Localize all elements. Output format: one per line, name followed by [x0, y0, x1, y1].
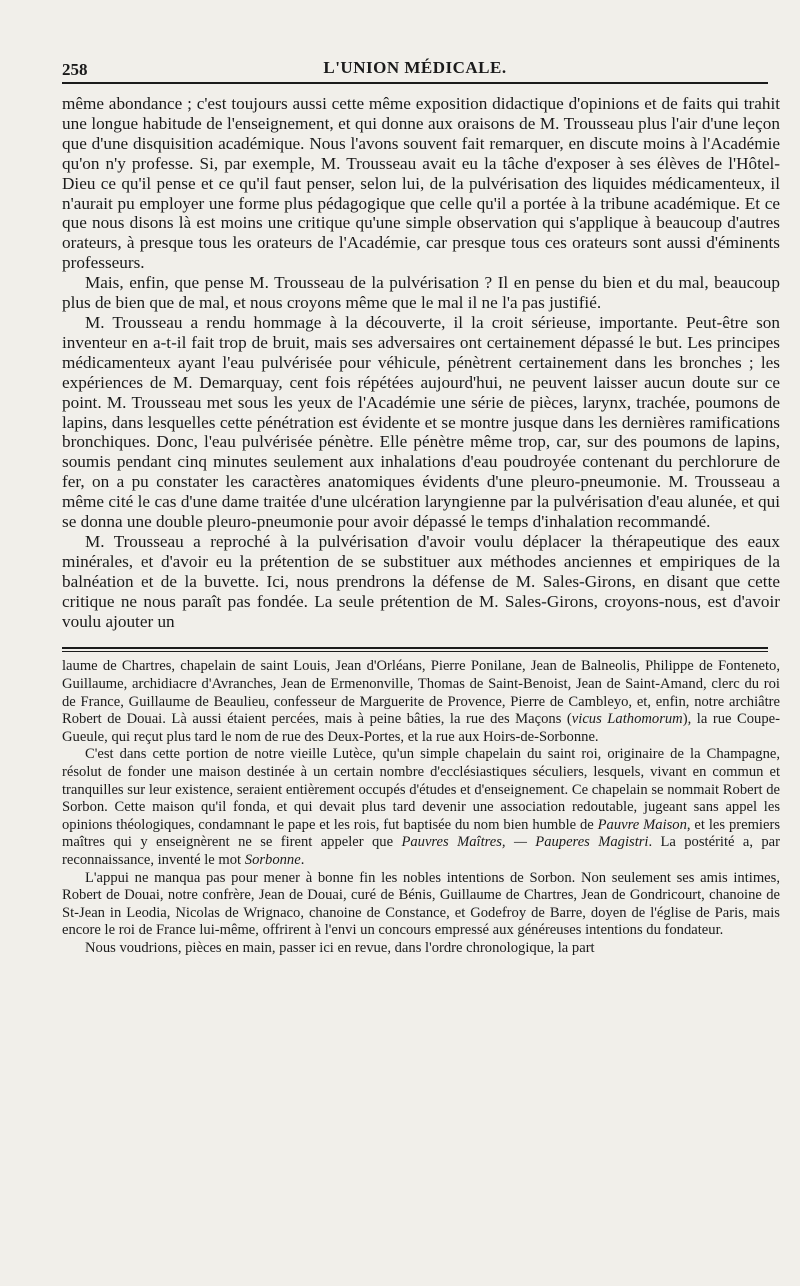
paragraph-2: Mais, enfin, que pense M. Trousseau de la pulvérisation ? Il en pense du bien et du mal, beaucoup plus de bien que de mal, et nous croyons même que le mal il ne l'a pas justifié. [62, 273, 780, 313]
footnote [62, 658, 780, 957]
footnote-paragraph-4: Nous voudrions, pièces en main, passer ici en revue, dans l'ordre chronologique, la part [85, 939, 595, 956]
paragraph-3: M. Trousseau a rendu hommage à la découverte, il la croit sérieuse, importante. Peut-être son inventeur en a-t-il fait trop de bruit, mais ses adversaires ont certainement dépassé le but. Les principes médicamenteux ayant l'eau pulvérisée pour véhicule, pénètrent certainement dans les bronches ; les expériences de M. Demarquay, cent fois répétées aujourd'hui, ne peuvent laisser aucun doute sur ce point. M. Trousseau met sous les yeux de l'Académie une série de pièces, larynx, trachée, poumons de lapins, dans lesquelles cette pénétration est évidente et se montre jusque dans les dernières ramifications bronchiques. Donc, l'eau pulvérisée pénètre. Elle pénètre même trop, car, sur des poumons de lapins, soumis pendant cinq minutes seulement aux inhalations d'eau poudroyée contenant du perchlorure de fer, on a pu constater les caractères anatomiques évidents d'une pleuro-pneumonie. M. Trousseau a même cité le cas d'une dame traitée d'une ulcération laryngienne par la pulvérisation d'eau alunée, et qui se donna une double pleuro-pneumonie pour avoir dépassé le temps d'inhalation recommandé. [62, 312, 780, 532]
footnote-separator [62, 647, 768, 652]
footnote-paragraph-3: L'appui ne manqua pas pour mener à bonne fin les nobles intentions de Sorbon. Non seulement ses amis intimes, Robert de Douai, notre confrère, Jean de Douai, curé de Bénis, Guillaume de Chartres, Jean de Gondricourt, chanoine de St-Jean in Leodia, Nicolas de Wrignaco, chanoine de Constance, et Godefroy de Barre, doyen de l'église de Paris, mais encore le roi de France lui-même, offrirent à l'envi un concours empressé aux généreuses intentions du fondateur. [62, 869, 780, 939]
page-number: 258 [62, 60, 88, 79]
footnote-paragraph-1: laume de Chartres, chapelain de saint Louis, Jean d'Orléans, Pierre Ponilane, Jean de Balneolis, Philippe de Fonteneto, Guillaume, archidiacre d'Avranches, Jean de Ermenonville, Thomas de Saint-Benoist, Jean de Saint-Amand, clerc du roi de France, Guillaume de Beaulieu, confesseur de Marguerite de Provence, Pierre de Cambleyo, et, enfin, notre archiâtre Robert de Douai. Là aussi étaient percées, mais à peine bâties, la rue des Maçons (vicus Lathomorum), la rue Coupe-Gueule, qui reçut plus tard le nom de rue des Deux-Portes, et la rue aux Hoirs-de-Sorbonne. [62, 658, 780, 745]
paragraph-4: M. Trousseau a reproché à la pulvérisation d'avoir voulu déplacer la thérapeutique des eaux minérales, et d'avoir eu la prétention de se substituer aux méthodes anciennes et empiriques de la balnéation et de la buvette. Ici, nous prendrons la défense de M. Sales-Girons, en disant que cette critique ne nous paraît pas fondée. La seule prétention de M. Sales-Girons, croyons-nous, est d'avoir voulu ajouter un [62, 531, 780, 631]
main-text [62, 94, 780, 631]
page-header [62, 50, 768, 84]
paragraph-1: même abondance ; c'est toujours aussi cette même exposition didactique d'opinions et de faits qui trahit une longue habitude de l'enseignement, et qui donne aux oraisons de M. Trousseau plus l'air d'une leçon que d'une disquisition académique. Nous l'avons souvent fait remarquer, en discute moins à l'Académie qu'on n'y professe. Si, par exemple, M. Trousseau avait eu la tâche d'exposer à ses élèves de l'Hôtel-Dieu ce qu'il pense et ce qu'il faut penser, selon lui, de la pulvérisation des liquides médicamenteux, il n'aurait pu employer une forme plus pédagogique que celle qu'il a portée à la tribune académique. Et ce que nous disons là est moins une critique qu'une simple observation qui s'applique à beaucoup d'autres orateurs, à presque tous les orateurs de l'Académie, car presque tous ces orateurs sont aussi d'éminents professeurs. [62, 94, 780, 273]
footnote-paragraph-2: C'est dans cette portion de notre vieille Lutèce, qu'un simple chapelain du saint roi, originaire de la Champagne, résolut de fonder une maison destinée à un certain nombre d'ecclésiastiques séculiers, lesquels, vivant en commun et tranquilles sur leur existence, seraient entièrement occupés d'études et d'enseignement. Ce chapelain se nommait Robert de Sorbon. Cette maison qu'il fonda, et qui devait plus tard devenir une association redoutable, jugeant sans appel les opinions théologiques, condamnant le pape et les rois, fut baptisée du nom bien humble de Pauvre Maison, et les premiers maîtres qui y enseignèrent ne se firent appeler que Pauvres Maîtres, — Pauperes Magistri. La postérité a, par reconnaissance, inventé le mot Sorbonne. [62, 746, 780, 868]
running-title: L'UNION MÉDICALE. [323, 58, 507, 77]
